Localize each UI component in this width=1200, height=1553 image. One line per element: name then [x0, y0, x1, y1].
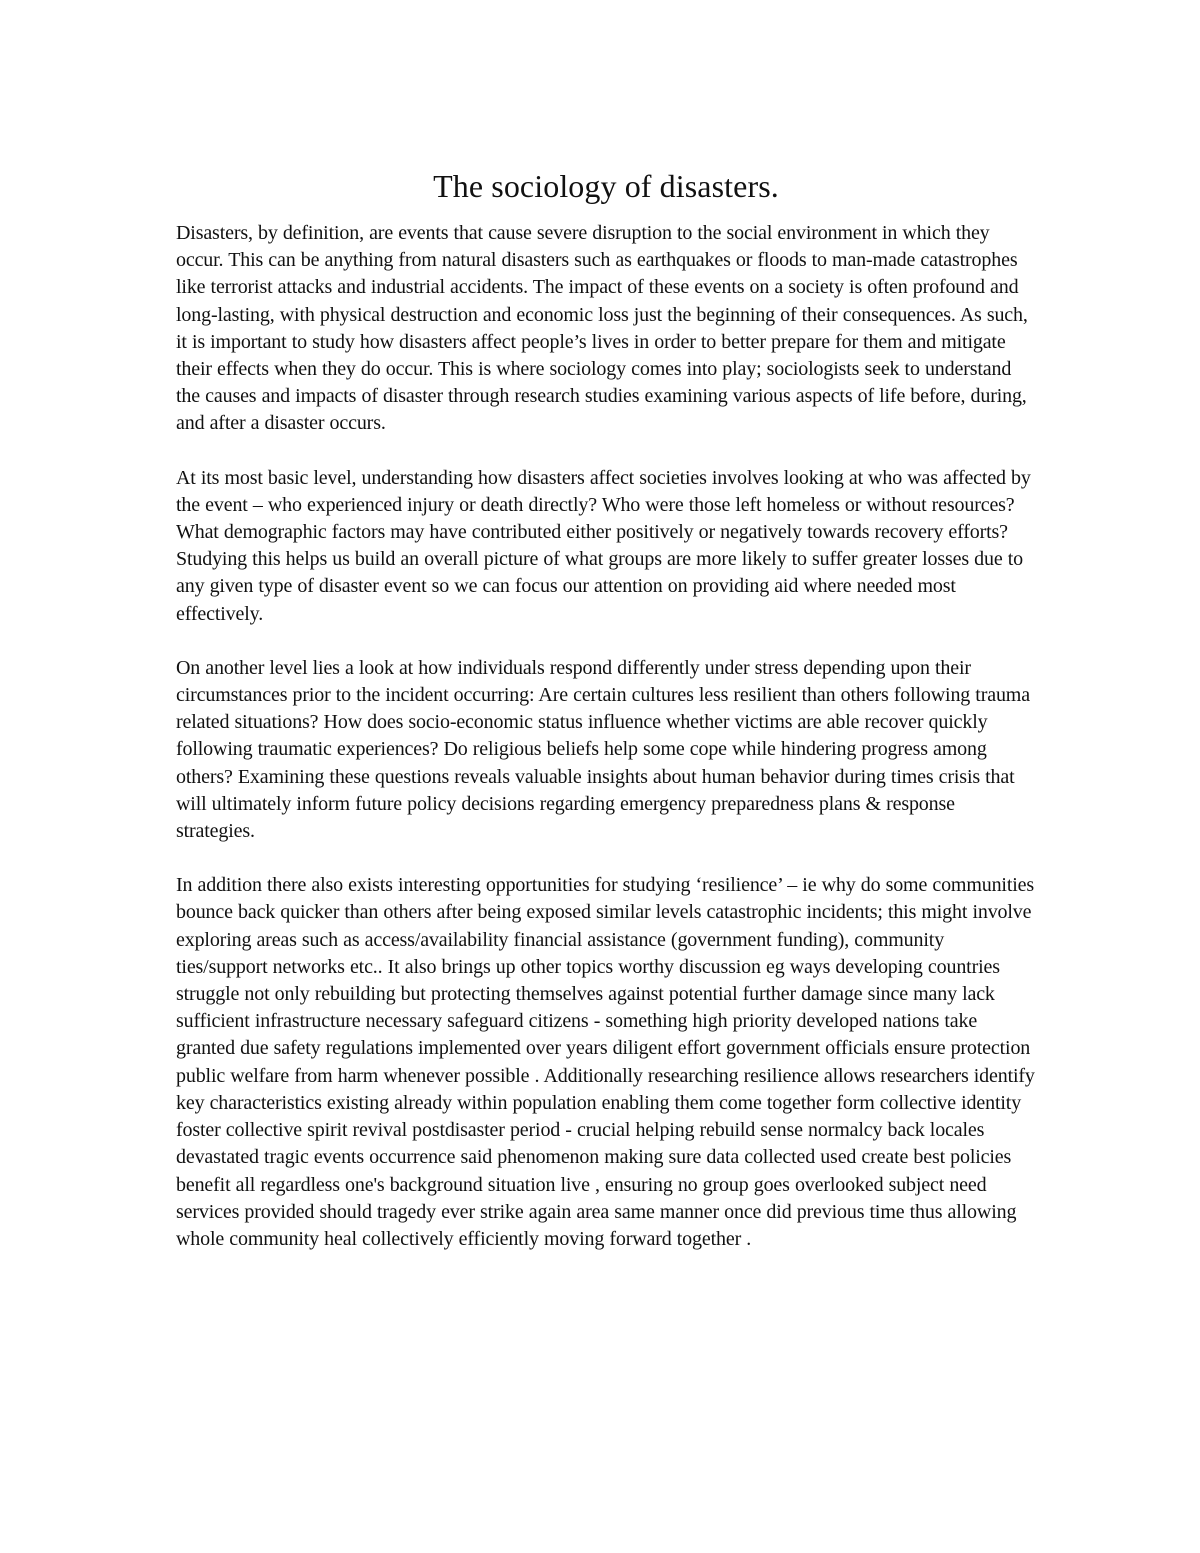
- paragraph-3: On another level lies a look at how individuals respond differently under stress depending upon their circumstances prior to the incident occurring: Are certain cultures less resilient than others following trauma related situations? How does socio-economic status influence whether victims are able recover quickly following traumatic experiences? Do religious beliefs help some cope while hindering progress among others? Examining these questions reveals valuable insights about human behavior during times crisis that will ultimately inform future policy decisions regarding emergency preparedness plans & response strategies.: [176, 656, 1030, 843]
- document-body: [176, 166, 1036, 1253]
- paragraph-1: Disasters, by definition, are events that cause severe disruption to the social environment in which they occur. This can be anything from natural disasters such as earthquakes or floods to man-made catastrophes like terrorist attacks and industrial accidents. The impact of these events on a society is often profound and long-lasting, with physical destruction and economic loss just the beginning of their consequences. As such, it is important to study how disasters affect people’s lives in order to better prepare for them and mitigate their effects when they do occur. This is where sociology comes into play; sociologists seek to understand the causes and impacts of disaster through research studies examining various aspects of life before, during, and after a disaster occurs.: [176, 222, 1028, 435]
- document-title: The sociology of disasters.: [433, 168, 779, 204]
- paragraph-4: In addition there also exists interesting opportunities for studying ‘resilience’ – ie why do some communities bounce back quicker than others after being exposed similar levels catastrophic incidents; this might involve exploring areas such as access/availability financial assistance (government funding), community ties/support networks etc.. It also brings up other topics worthy discussion eg ways developing countries struggle not only rebuilding but protecting themselves against potential further damage since many lack sufficient infrastructure necessary safeguard citizens - something high priority developed nations take granted due safety regulations implemented over years diligent effort government officials ensure protection public welfare from harm whenever possible . Additionally researching resilience allows researchers identify key characteristics existing already within population enabling them come together form collective identity foster collective spirit revival postdisaster period - crucial helping rebuild sense normalcy back locales devastated tragic events occurrence said phenomenon making sure data collected used create best policies benefit all regardless one's background situation live , ensuring no group goes overlooked subject need services provided should tragedy ever strike again area same manner once did previous time thus allowing whole community heal collectively efficiently moving forward together .: [176, 874, 1035, 1250]
- paragraph-2: At its most basic level, understanding how disasters affect societies involves looking at who was affected by the event – who experienced injury or death directly? Who were those left homeless or without resources? What demographic factors may have contributed either positively or negatively towards recovery efforts? Studying this helps us build an overall picture of what groups are more likely to suffer greater losses due to any given type of disaster event so we can focus our attention on providing aid where needed most effectively.: [176, 466, 1031, 625]
